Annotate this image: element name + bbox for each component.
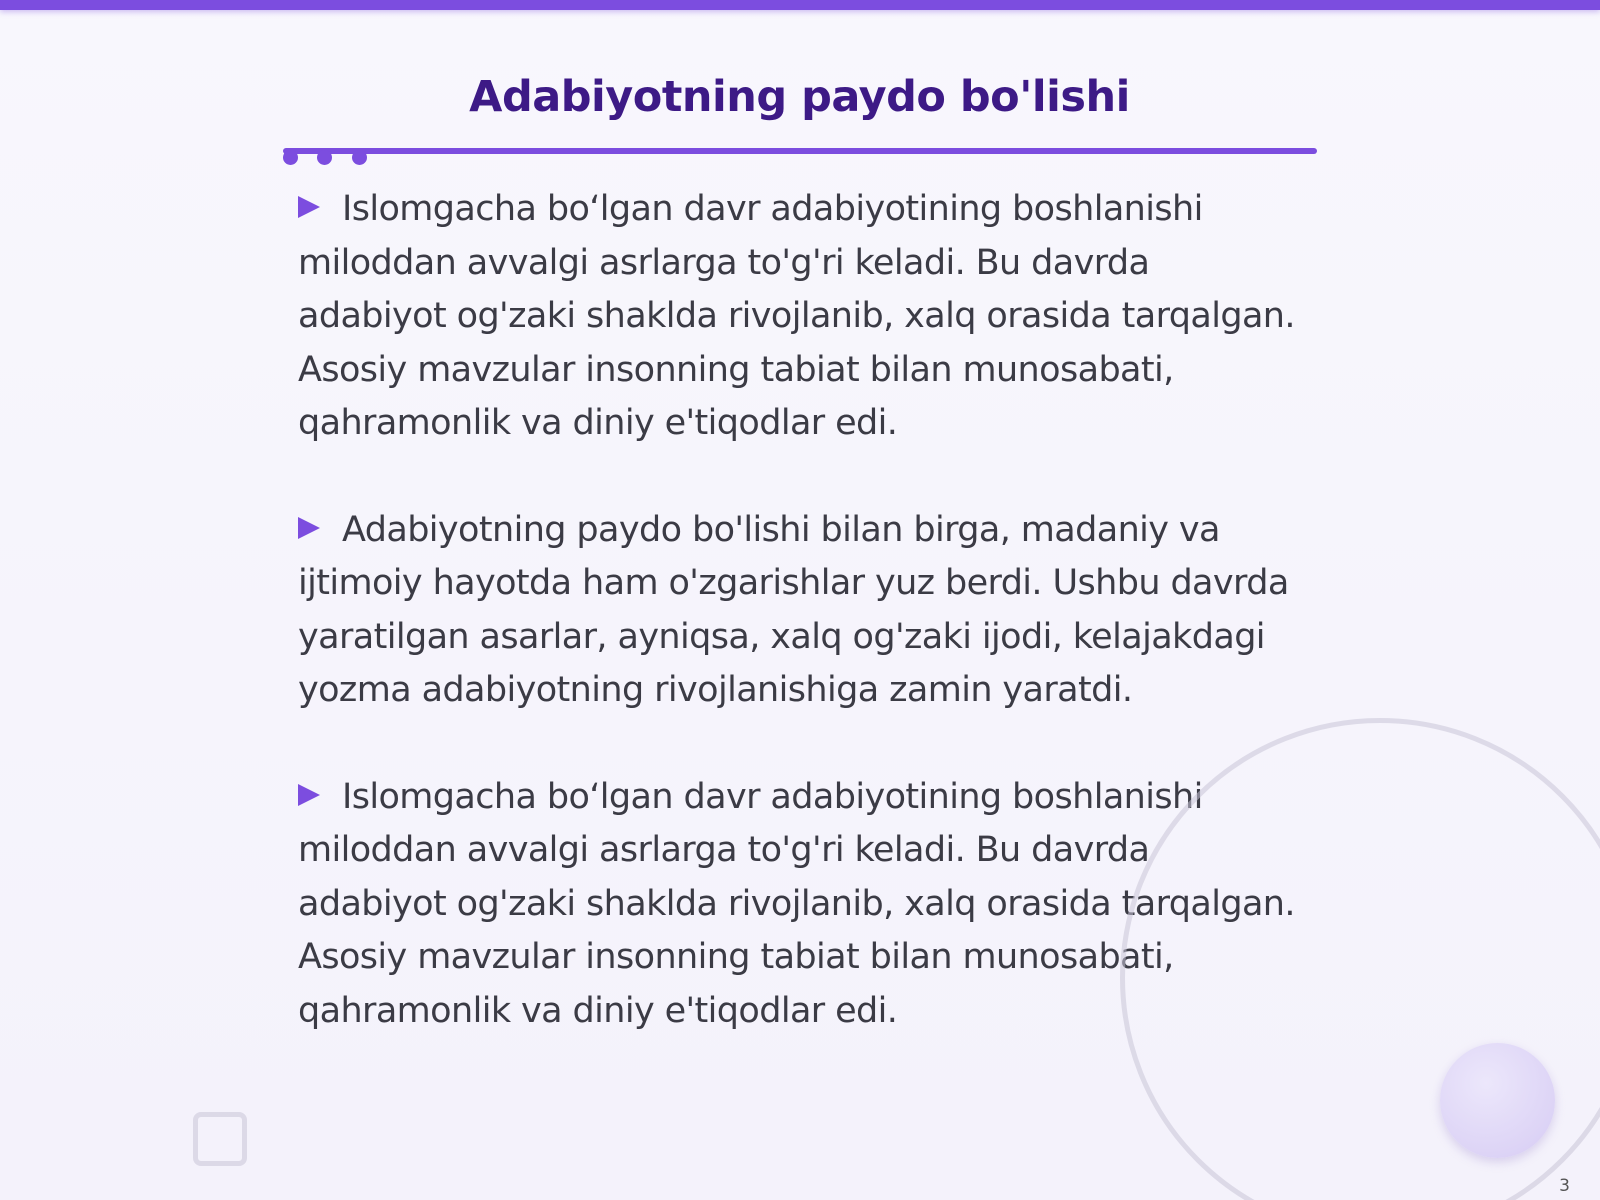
paragraph-text: Islomgacha boʻlgan davr adabiyotining boshlanishi miloddan avvalgi asrlarga to'g'ri keladi. Bu davrda adabiyot og'zaki shaklda rivojlanib, xalq orasida tarqalgan. Asosiy mavzular insonning tabiat bilan munosabati, qahramonlik va diniy e'tiqodlar edi. [298,776,1295,1031]
triangle-right-icon [298,784,320,806]
bullet-paragraph [298,504,1298,718]
dot-icon [352,150,367,165]
triangle-right-icon [298,517,320,539]
decorative-square-outline [193,1112,247,1166]
bullet-paragraph [298,183,1298,451]
title-underline [283,148,1317,154]
triangle-right-icon [298,196,320,218]
paragraph-text: Islomgacha boʻlgan davr adabiyotining boshlanishi miloddan avvalgi asrlarga to'g'ri keladi. Bu davrda adabiyot og'zaki shaklda rivojlanib, xalq orasida tarqalgan. Asosiy mavzular insonning tabiat bilan munosabati, qahramonlik va diniy e'tiqodlar edi. [298,189,1295,443]
decorative-dots [283,150,383,168]
paragraph-text: Adabiyotning paydo bo'lishi bilan birga, madaniy va ijtimoiy hayotda ham o'zgarishlar yuz berdi. Ushbu davrda yaratilgan asarlar, ayniqsa, xalq og'zaki ijodi, kelajakdagi yozma adabiyotning rivojlanishiga zamin yaratdi. [298,509,1289,710]
slide-title: Adabiyotning paydo bo'lishi [469,72,1130,122]
top-accent-bar [0,0,1600,10]
decorative-circle-filled [1440,1043,1555,1158]
dot-icon [317,150,332,165]
dot-icon [283,150,298,165]
page-number: 3 [1559,1176,1570,1196]
